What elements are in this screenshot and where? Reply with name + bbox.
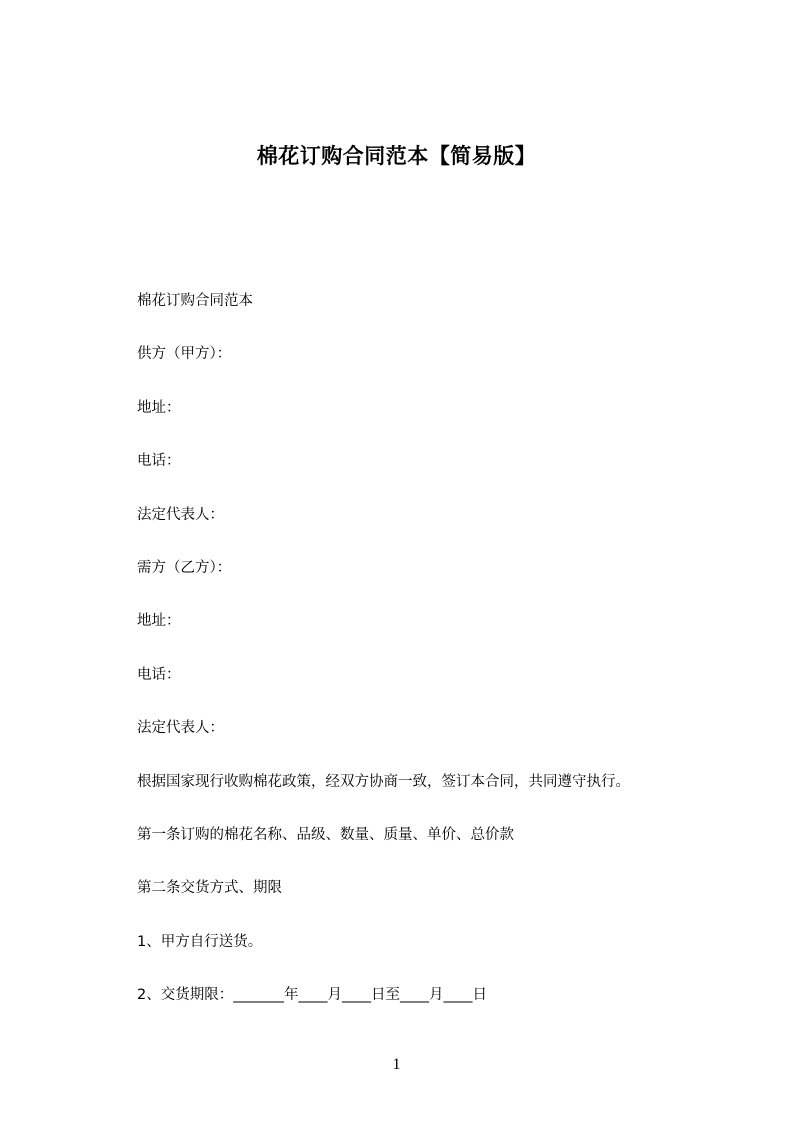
delivery-period-item: 2、交货期限：_______年____月____日至____月____日	[137, 987, 487, 1004]
buyer-legal-rep-line: 法定代表人：	[137, 720, 224, 737]
supplier-legal-rep-line: 法定代表人：	[137, 506, 224, 523]
buyer-phone-line: 电话：	[137, 666, 181, 683]
buyer-party-line: 需方（乙方）：	[137, 559, 232, 576]
article-two-heading: 第二条交货方式、期限	[137, 880, 282, 897]
delivery-method-item: 1、甲方自行送货。	[137, 933, 263, 950]
contract-heading-line: 棉花订购合同范本	[137, 293, 253, 309]
supplier-phone-line: 电话：	[137, 453, 181, 470]
page-number: 1	[392, 1056, 401, 1073]
document-title: 棉花订购合同范本【简易版】	[256, 144, 537, 168]
buyer-address-line: 地址：	[137, 613, 181, 630]
supplier-party-line: 供方（甲方）：	[137, 346, 232, 363]
article-one-heading: 第一条订购的棉花名称、品级、数量、质量、单价、总价款	[137, 826, 514, 843]
supplier-address-line: 地址：	[137, 399, 181, 416]
preamble-paragraph: 根据国家现行收购棉花政策，经双方协商一致，签订本合同，共同遵守执行。	[137, 773, 630, 790]
contract-body	[137, 287, 717, 1034]
